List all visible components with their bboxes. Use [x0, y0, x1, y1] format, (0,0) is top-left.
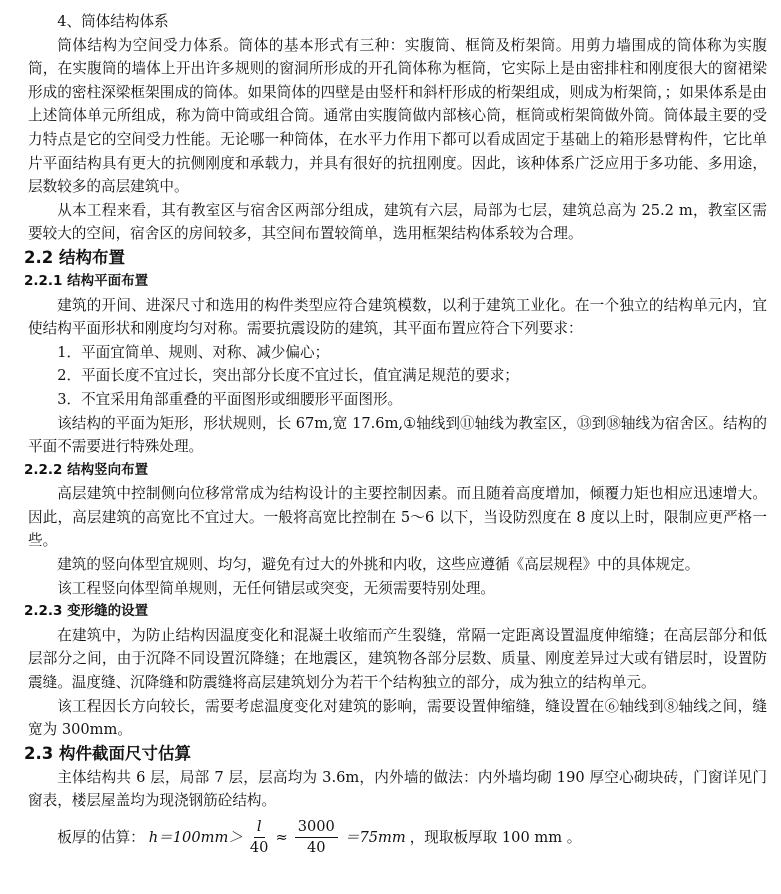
formula-prefix: 板厚的估算：	[57, 828, 145, 846]
paragraph-project-structure: 从本工程来看，其有教室区与宿舍区两部分组成，建筑有六层，局部为七层，建筑总高为 25.2 m，教室区需要较大的空间，宿舍区的房间较多，其空间布置较简单，选用框架结构体系较为合理。	[28, 201, 767, 243]
subsection-heading-vertical-layout: 2.2.2 结构竖向布置	[24, 461, 149, 478]
fraction-denominator: 40	[249, 839, 269, 856]
section-heading-structure-layout: 2.2 结构布置	[24, 247, 125, 267]
fraction-3000-over-40	[295, 817, 338, 858]
subsection-heading-plan-layout: 2.2.1 结构平面布置	[24, 272, 149, 289]
list-item: 1．平面宜简单、规则、对称、减少偏心；	[57, 343, 330, 361]
paragraph-joint-types: 在建筑中，为防止结构因温度变化和混凝土收缩而产生裂缝，常隔一定距离设置温度伸缩缝；在高层部分和低层部分之间，由于沉降不同设置沉降缝；在地震区，建筑物各部分层数、质量、刚度差异过大或有错层时，设置防震缝。温度缝、沉降缝和防震缝将高层建筑划分为若干个结构独立的部分，成为独立的结构单元。	[28, 626, 767, 692]
paragraph-lateral-displacement: 高层建筑中控制侧向位移常常成为结构设计的主要控制因素。而且随着高度增加，倾覆力矩也相应迅速增大。因此，高层建筑的高宽比不宜过大。一般将高宽比控制在 5～6 以下，当设防烈度在 8 度以上时，限制应更严格一些。	[28, 485, 767, 550]
list-item: 2．平面长度不宜过长，突出部分长度不宜过长，值宜满足规范的要求；	[57, 367, 519, 385]
slab-thickness-formula	[57, 817, 767, 858]
formula-suffix: ，现取板厚取 100 mm 。	[409, 828, 582, 846]
list-item: 3．不宜采用角部重叠的平面图形或细腰形平面图形。	[57, 390, 403, 408]
formula-approx: ≈	[275, 828, 288, 846]
fraction-numerator: 3000	[295, 817, 338, 838]
formula-rhs: ＝75mm	[344, 828, 406, 846]
fraction-l-over-40	[250, 817, 269, 858]
paragraph-main-structure: 主体结构共 6 层，局部 7 层，层高均为 3.6m，内外墙的做法：内外墙均砌 190 厚空心砌块砖，门窗详见门窗表，楼层屋盖均为现浇钢筋砼结构。	[28, 768, 767, 810]
paragraph-vertical-form: 建筑的竖向体型宜规则、均匀，避免有过大的外挑和内收，这些应遵循《高层规程》中的具体规定。	[57, 556, 700, 574]
subsection-heading-joints: 2.2.3 变形缝的设置	[24, 603, 149, 620]
fraction-numerator: l	[254, 817, 265, 838]
section-heading-tube-system: 4、筒体结构体系	[57, 13, 169, 30]
paragraph-tube-system: 筒体结构为空间受力体系。筒体的基本形式有三种：实腹筒、框筒及桁架筒。用剪力墙围成的筒体称为实腹筒，在实腹筒的墙体上开出许多规则的窗洞所形成的开孔筒体称为框筒，它实际上是由密排柱和刚度很大的窗裙梁形成的密柱深梁框架围成的筒体。如果筒体的四壁是由竖杆和斜杆形成的桁架组成，则成为桁架筒，；如果体系是由上述筒体单元所组成，称为筒中筒或组合筒。通常由实腹筒做内部核心筒，框筒或桁架筒做外筒。筒体最主要的受力特点是它的空间受力性能。无论哪一种筒体，在水平力作用下都可以看成固定于基础上的箱形悬臂构件，它比单片平面结构具有更大的抗侧刚度和承载力，并具有很好的抗扭刚度。因此，该种体系广泛应用于多功能、多用途，层数较多的高层建筑中。	[28, 36, 767, 196]
fraction-denominator: 40	[306, 839, 326, 856]
formula-lhs: h＝100mm＞	[148, 828, 243, 846]
paragraph-vertical-project: 该工程竖向体型简单规则，无任何错层或突变，无须需要特别处理。	[57, 579, 496, 597]
section-heading-section-estimation: 2.3 构件截面尺寸估算	[24, 743, 191, 763]
paragraph-joint-project: 该工程因长方向较长，需要考虑温度变化对建筑的影响，需要设置伸缩缝，缝设置在⑥轴线到⑧轴线之间，缝宽为 300mm。	[28, 697, 767, 739]
paragraph-plan-shape: 该结构的平面为矩形，形状规则，长 67m,宽 17.6m,①轴线到⑪轴线为教室区，⑬到⑱轴线为宿舍区。结构的平面不需要进行特殊处理。	[28, 414, 767, 456]
paragraph-plan-layout: 建筑的开间、进深尺寸和选用的构件类型应符合建筑模数，以利于建筑工业化。在一个独立的结构单元内，宜使结构平面形状和刚度均匀对称。需要抗震设防的建筑，其平面布置应符合下列要求：	[28, 296, 767, 338]
